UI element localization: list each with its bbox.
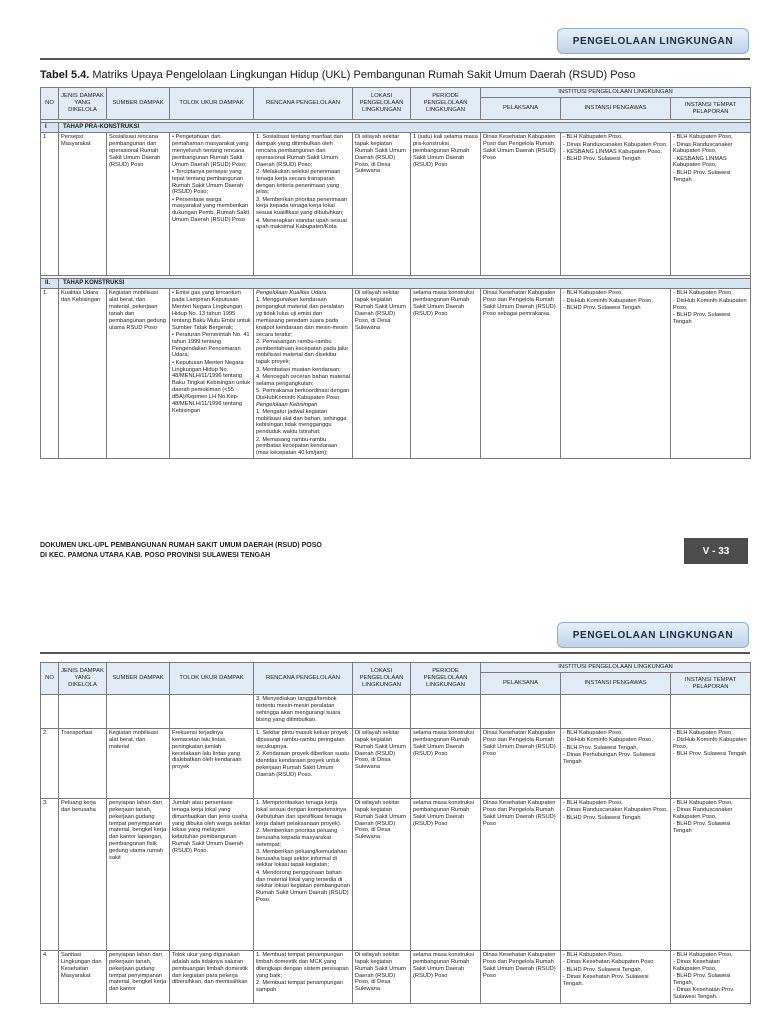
rencana-item: 1. Sekitar pintu masuk keluar proyek dipasangi rambu-rambu peringatan secukupnya. [256, 730, 348, 750]
table-row [41, 729, 751, 799]
pelaporan-item: - BLHD Prov. Sulawesi Tengah, [673, 973, 731, 987]
header-lokasi: LOKASI PENGELOLAAN LINGKUNGAN [353, 88, 411, 120]
pengawas-item: - BLHD Prov. Sulawesi Tengah, [563, 966, 643, 973]
table-row [41, 133, 751, 276]
caption-text: Matriks Upaya Pengelolaan Lingkungan Hidup (UKL) Pembangunan Rumah Sakit Umum Daerah (RSUD) Poso [92, 69, 636, 81]
pengawas-item: - BLHD Prov. Sulawesi Tengah [563, 814, 641, 821]
header-pelaporan: INSTANSI TEMPAT PELAPORAN [671, 98, 751, 120]
header-institusi: INSTITUSI PENGELOLAAN LINGKUNGAN [481, 663, 751, 673]
row-lokasi: Di wilayah sekitar tapak kegiatan Rumah Sakit Umum Daerah (RSUD) Poso, di Desa Sulewana [353, 951, 411, 1003]
row-jenis: Peluang kerja dan berusaha [59, 799, 107, 951]
row-pelaksana: Dinas Kesehatan Kabupaten Poso dan Pengelola Rumah Sakit Umum Daerah (RSUD) Poso [481, 133, 561, 276]
row-pelaporan [671, 729, 751, 799]
row-no: 3. [41, 799, 59, 951]
pelaporan-item: - BLH Kabupaten Poso, [673, 952, 733, 959]
rencana-subheading: Pengelolaan Kebisingan [256, 401, 318, 408]
header-periode: PERIODE PENGELOLAAN LINGKUNGAN [411, 88, 481, 120]
rencana-item: 1. Memprioritaskan tenaga kerja lokal sesuai dengan kompetensinya (kebutuhan dan spesifikasi tenaga kerja dalam pelaksanaan proyek). [256, 800, 347, 827]
section-title: TAHAP PRA-KONSTRUKSI [59, 123, 751, 133]
pengawas-item: - BLH Kabupaten Poso, [563, 800, 623, 807]
row-periode: selama masa konstruksi pembangunan Rumah Sakit Umum Daerah (RSUD) Poso [411, 729, 481, 799]
tolok-item: • Terciptanya persepsi yang tepat tentang pembangunan Rumah Sakit Umum Daerah (RSUD) Poso; [172, 168, 244, 196]
pengawas-item: - BLH Kabupaten Poso, [563, 290, 623, 297]
section-badge: PENGELOLAAN LINGKUNGAN [557, 622, 749, 648]
pelaporan-item: - BLH Prov. Sulawesi Tengah [673, 751, 747, 758]
page-number: V - 33 [684, 538, 748, 564]
row-no: 2. [41, 729, 59, 799]
row-jenis: Kualitas Udara dan Kebisingan [59, 289, 107, 459]
tolok-item: • Emisi gas yang tercantum pada Lampiran Keputusan Menteri Negara Lingkungan Hidup No. 13 tahun 1995 tentang Baku Mutu Emisi untuk Sumber Tidak Bergerak; [172, 290, 251, 331]
row-rencana [254, 951, 353, 1003]
pengawas-item: - BLH Kabupaten Poso, [563, 134, 623, 141]
pelaporan-item: - KESBANG LINMAS Kabupaten Poso, [673, 155, 727, 169]
row-rencana [254, 729, 353, 799]
pengawas-item: - BLHD Prov. Sulawesi Tengah [563, 155, 641, 162]
footer-line-1: DOKUMEN UKL-UPL PEMBANGUNAN RUMAH SAKIT UMUM DAERAH (RSUD) POSO [40, 542, 322, 549]
pengawas-item: - Dinas Perhubungan Prov. Sulawesi Tengah [563, 751, 656, 765]
row-rencana [254, 289, 353, 459]
header-tolok: TOLOK UKUR DAMPAK [170, 663, 254, 695]
rencana-item: 2. Pemasangan rambu-rambu pemberitahuan kecepatan pada jalur mobilisasi material dan disekitar tapak proyek; [256, 338, 349, 366]
rencana-item: 3. Menyediakan tanggul/tembok tertentu mesin-mesin peralatan sehingga akan mengurangi suara bising yang ditimbulkan. [256, 696, 341, 723]
row-lokasi: Di wilayah sekitar tapak kegiatan Rumah Sakit Umum Daerah (RSUD) Poso, di Desa Sulewana [353, 729, 411, 799]
caption-label: Tabel 5.4. [40, 69, 90, 81]
pelaporan-item: - BLH Kabupaten Poso, [673, 290, 733, 297]
row-pengawas [561, 951, 671, 1003]
header-no: NO [41, 663, 59, 695]
tolok-item: • Keputusan Menteri Negara Lingkungan Hidup No. 48/MENLH/11/1996 tentang Baku Tingkat Kebisingan untuk daerah pemukiman (<55 dBA)/Kepmen LH No.Kep-48/MENLH/11/1996 tentang Kebisingan [172, 359, 251, 414]
section-title: TAHAP KONSTRUKSI [59, 279, 751, 289]
header-rule [40, 652, 750, 654]
header-institusi: INSTITUSI PENGELOLAAN LINGKUNGAN [481, 88, 751, 98]
pengawas-item: - BLHD Prov. Sulawesi Tengah [563, 304, 641, 311]
pelaporan-item: - BLHD Prov. Sulawesi Tengah [673, 821, 731, 835]
row-rencana [254, 133, 353, 276]
header-rencana: RENCANA PENGELOLAAN [254, 88, 353, 120]
pelaporan-item: - BLHD Prov. Sulawesi Tengah [673, 311, 731, 325]
header-tolok: TOLOK UKUR DAMPAK [170, 88, 254, 120]
pelaporan-item: - Dinas Randuscanaker Kabupaten Poso, [673, 807, 733, 821]
rencana-item: 2. Memasang rambu-rambu pembatas kecepatan kendaraan (max kecepatan 40 km/jam); [256, 436, 338, 457]
row-pelaksana: Dinas Kesehatan Kabupaten Poso dan Pengelola Rumah Sakit Umum Daerah (RSUD) Poso [481, 729, 561, 799]
rencana-item: 4. Menerapkan standar upah sesuai upah maksimal Kabupaten/Kota [256, 217, 347, 231]
header-sumber: SUMBER DAMPAK [107, 88, 170, 120]
header-rule [40, 58, 750, 60]
pengawas-item: - DisHub Kominfo Kabupaten Poso, [563, 737, 653, 744]
rencana-item: 4. Mendorong penggunaan bahan dan material lokal yang tersedia di sekitar lokasi kegiatan pembangunan Rumah Sakit Umum Daerah (RSUD) Poso. [256, 869, 350, 904]
pelaporan-item: - DisHub Kominfo Kabupaten Poso, [673, 737, 747, 751]
row-pengawas [561, 289, 671, 459]
rencana-item: 2. Membuat tempat penampungan sampah [256, 979, 343, 993]
row-tolok: Tolok ukur yang digunakan adalah ada tidaknya saluran pembuangan limbah domestik dan kegiatan para pekerja dibersihkan, dan memisahkan [170, 951, 254, 1003]
rencana-item: 3. Memberikan peluang/kemudahan berusaha bagi sektor informal di sekitar lokasi tapak kegiatan; [256, 848, 347, 869]
page-gap [0, 572, 768, 616]
table-caption [40, 69, 635, 81]
pengawas-item: - KESBANG LINMAS Kabupaten Poso, [563, 148, 662, 155]
row-periode: 1 (satu) kali selama masa pra-konstruksi pembangunan Rumah Sakit Umum Daerah (RSUD) Poso [411, 133, 481, 276]
tolok-item: • Peraturan Pemerintah No. 41 tahun 1999 tentang Pengendalian Pencemaran Udara; [172, 331, 250, 359]
header-no: NO [41, 88, 59, 120]
header-periode: PERIODE PENGELOLAAN LINGKUNGAN [411, 663, 481, 695]
rencana-item: 5. Pemrakarsa berkoordinasi dengan DisHubKominfo Kabupaten Poso. [256, 387, 350, 401]
row-pengawas [561, 729, 671, 799]
row-sumber: penyiapan lahan dan pekerjaan tanah, pekerjaan gudang tempat penyimpanan material, bengkel kerja dan kantor lapangan, pembangunan fisik gedung utama rumah sakit [107, 799, 170, 951]
rencana-item: 1. Membuat tempat penampungan limbah domestik dan MCK yang dilengkapi dengan sistem peresapan yang baik; [256, 952, 349, 979]
header-pelaksana: PELAKSANA [481, 673, 561, 695]
section-number: I [41, 123, 59, 133]
header-jenis: JENIS DAMPAK YANG DIKELOLA [59, 88, 107, 120]
pengawas-item: - Dinas Randuscanaker Kabupaten Poso, [563, 807, 668, 814]
pelaporan-item: - BLH Kabupaten Poso, [673, 134, 733, 141]
footer-line-2: DI KEC. PAMONA UTARA KAB. POSO PROVINSI SULAWESI TENGAH [40, 552, 271, 559]
tolok-item: • Persentase warga masyarakat yang memberikan dukungan Pemb. Rumah Sakit Umum Daerah (RSUD) Poso [172, 196, 250, 224]
row-periode: selama masa konstruksi pembangunan Rumah Sakit Umum Daerah (RSUD) Poso [411, 799, 481, 951]
document-footer [40, 541, 322, 561]
row-sumber: Kegiatan mobilisasi alat berat, dan material [107, 729, 170, 799]
pelaporan-item: - BLH Kabupaten Poso, [673, 730, 733, 737]
row-no: 1 [41, 133, 59, 276]
pelaporan-item: - Dinas Randuscanaker Kabupaten Poso, [673, 141, 733, 155]
table-row [41, 289, 751, 459]
header-lokasi: LOKASI PENGELOLAAN LINGKUNGAN [353, 663, 411, 695]
pengawas-item: - Dinas Kesehatan Prov. Sulawesi Tengah. [563, 973, 649, 987]
row-periode: selama masa konstruksi pembangunan Rumah Sakit Umum Daerah (RSUD) Poso [411, 951, 481, 1003]
pengawas-item: - Dinas Randuscanaker Kabupaten Poso, [563, 141, 668, 148]
row-sumber: penyiapan lahan dan pekerjaan tanah, pekerjaan gudang tempat penyimpanan material, bengkel kerja dan kantor [107, 951, 170, 1003]
table-row-continuation [41, 695, 751, 729]
rencana-item: 3. Memberikan prioritas penerimaan kerja kepada tenaga kerja lokal sesuai kualifikasi yang dibutuhkan; [256, 196, 348, 217]
row-jenis: Persepsi Masyarakat [59, 133, 107, 276]
rencana-item: 1. Menggunakan kendaraan pengangkut material dan peralatan yg tidak lulus uji emisi dan memasang peredam suara pada knalpot kendaraan dan mesin-mesin secara teratur; [256, 297, 348, 338]
row-pelaporan [671, 951, 751, 1003]
section-number: II. [41, 279, 59, 289]
row-sumber: Kegiatan mobilisasi alat berat, dan material, pekerjaan tanah dan pembangunan gedung utama RSUD Poso [107, 289, 170, 459]
row-tolok: Jumlah atau persentase tenaga kerja lokal yang dimanfaatkan dan jenis usaha yang dibuka oleh warga sekitar lokasi yang melayani kebutuhan pembangunan Rumah Sakit Umum Daerah (RSUD) Poso. [170, 799, 254, 951]
row-tolok [170, 133, 254, 276]
tolok-item: • Pengetahuan dan pemahaman masyarakat yang menyeluruh tentang rencana pembangunan Rumah Sakit Umum Daerah (RSUD) Poso; [172, 134, 249, 168]
pengawas-item: - BLH Kabupaten Poso, [563, 730, 623, 737]
pelaporan-item: - Dinas Kesehatan Kabupaten Poso, [673, 959, 720, 973]
rencana-subheading: Pengelolaan Kualitas Udara [256, 290, 327, 297]
rencana-item: 4. Mencegah ceceran bahan material selama pengangkutan; [256, 373, 350, 387]
row-pelaporan [671, 133, 751, 276]
row-pelaporan [671, 289, 751, 459]
row-tolok [170, 289, 254, 459]
ukl-matrix-table [40, 87, 751, 459]
pelaporan-item: - Dinas Kesehatan Prov. Sulawesi Tengah. [673, 987, 735, 1001]
rencana-item: 1. Sosialisasi tentang manfaat dan dampak yang ditimbulkan oleh rencana pembangunan dan operasional Rumah Sakit Umum Daerah (RSUD) Poso; [256, 134, 343, 168]
row-rencana [254, 695, 353, 729]
row-no: 1. [41, 289, 59, 459]
header-jenis: JENIS DAMPAK YANG DIKELOLA [59, 663, 107, 695]
row-pelaksana: Dinas Kesehatan Kabupaten Poso dan Pengelola Rumah Sakit Umum Daerah (RSUD) Poso [481, 951, 561, 1003]
row-jenis: Sanitasi Lingkungan dan Kesehatan Masyarakat [59, 951, 107, 1003]
row-no: 4. [41, 951, 59, 1003]
section-badge: PENGELOLAAN LINGKUNGAN [557, 28, 749, 54]
rencana-item: 1. Mengatur jadwal kegiatan mobilisasi alat dan bahan, sehingga kebisingan tidak mengganggu penduduk waktu istirahat; [256, 408, 347, 436]
pengawas-item: - BLH Prov. Sulawesi Tengah, [563, 744, 639, 751]
row-sumber: Sosialisasi rencana pembangunan dan operasional Rumah Sakit Umum Daerah (RSUD) Poso [107, 133, 170, 276]
header-pengawas: INSTANSI PENGAWAS [561, 98, 671, 120]
pelaporan-item: - BLH Kabupaten Poso, [673, 800, 733, 807]
row-pelaksana: Dinas Kesehatan Kabupaten Poso dan Pengelola Rumah Sakit Umum Daerah (RSUD) Poso [481, 799, 561, 951]
pelaporan-item: - DisHub Kominfo Kabupaten Poso, [673, 297, 747, 311]
row-pengawas [561, 799, 671, 951]
rencana-item: 2. Memberikan prioritas peluang berusaha kepada masyarakat setempat; [256, 827, 338, 848]
header-rencana: RENCANA PENGELOLAAN [254, 663, 353, 695]
row-pelaporan [671, 799, 751, 951]
header-pengawas: INSTANSI PENGAWAS [561, 673, 671, 695]
table-row [41, 951, 751, 1003]
row-lokasi: Di wilayah sekitar tapak kegiatan Rumah Sakit Umum Daerah (RSUD) Poso, di Desa Sulewana [353, 799, 411, 951]
row-lokasi: Di wilayah sekitar tapak kegiatan Rumah Sakit Umum Daerah (RSUD) Poso, di Desa Sulewana [353, 289, 411, 459]
pelaporan-item: - BLHD Prov. Sulawesi Tengah [673, 169, 731, 183]
rencana-item: 3. Membatasi muatan kendaraan; [256, 366, 341, 373]
ukl-matrix-table-continued [40, 662, 751, 1004]
pengawas-item: - DisHub Kominfo Kabupaten Poso, [563, 297, 653, 304]
row-lokasi: Di wilayah sekitar tapak kegiatan Rumah Sakit Umum Daerah (RSUD) Poso, di Desa Sulewana [353, 133, 411, 276]
row-pelaksana: Dinas Kesehatan Kabupaten Poso dan Pengelola Rumah Sakit Umum Daerah (RSUD) Poso sebagai pemrakarsa. [481, 289, 561, 459]
pengawas-item: - BLH Kabupaten Poso, [563, 952, 623, 959]
row-periode: selama masa konstruksi pembangunan Rumah Sakit Umum Daerah (RSUD) Poso [411, 289, 481, 459]
pengawas-item: - Dinas Kesehatan Kabupaten Poso [563, 959, 654, 966]
row-pengawas [561, 133, 671, 276]
table-row [41, 799, 751, 951]
rencana-item: 2. Melakukan seleksi penerimaan tenaga kerja secara transparan dengan kriteria penerimaan yang jelas; [256, 168, 341, 196]
row-jenis: Transportasi [59, 729, 107, 799]
header-pelaporan: INSTANSI TEMPAT PELAPORAN [671, 673, 751, 695]
row-tolok: Frekuensi terjadinya kemacetan lalu lintas, peningkatan jumlah kecelakaan lalu lintas yang diakibatkan oleh kendaraan proyek [170, 729, 254, 799]
row-rencana [254, 799, 353, 951]
header-sumber: SUMBER DAMPAK [107, 663, 170, 695]
rencana-item: 2. Kendaraan proyek diberikan suatu identitas kendaraan proyek untuk pekerjaan Rumah Sakit Umum Daerah (RSUD) Poso. [256, 751, 349, 778]
header-pelaksana: PELAKSANA [481, 98, 561, 120]
